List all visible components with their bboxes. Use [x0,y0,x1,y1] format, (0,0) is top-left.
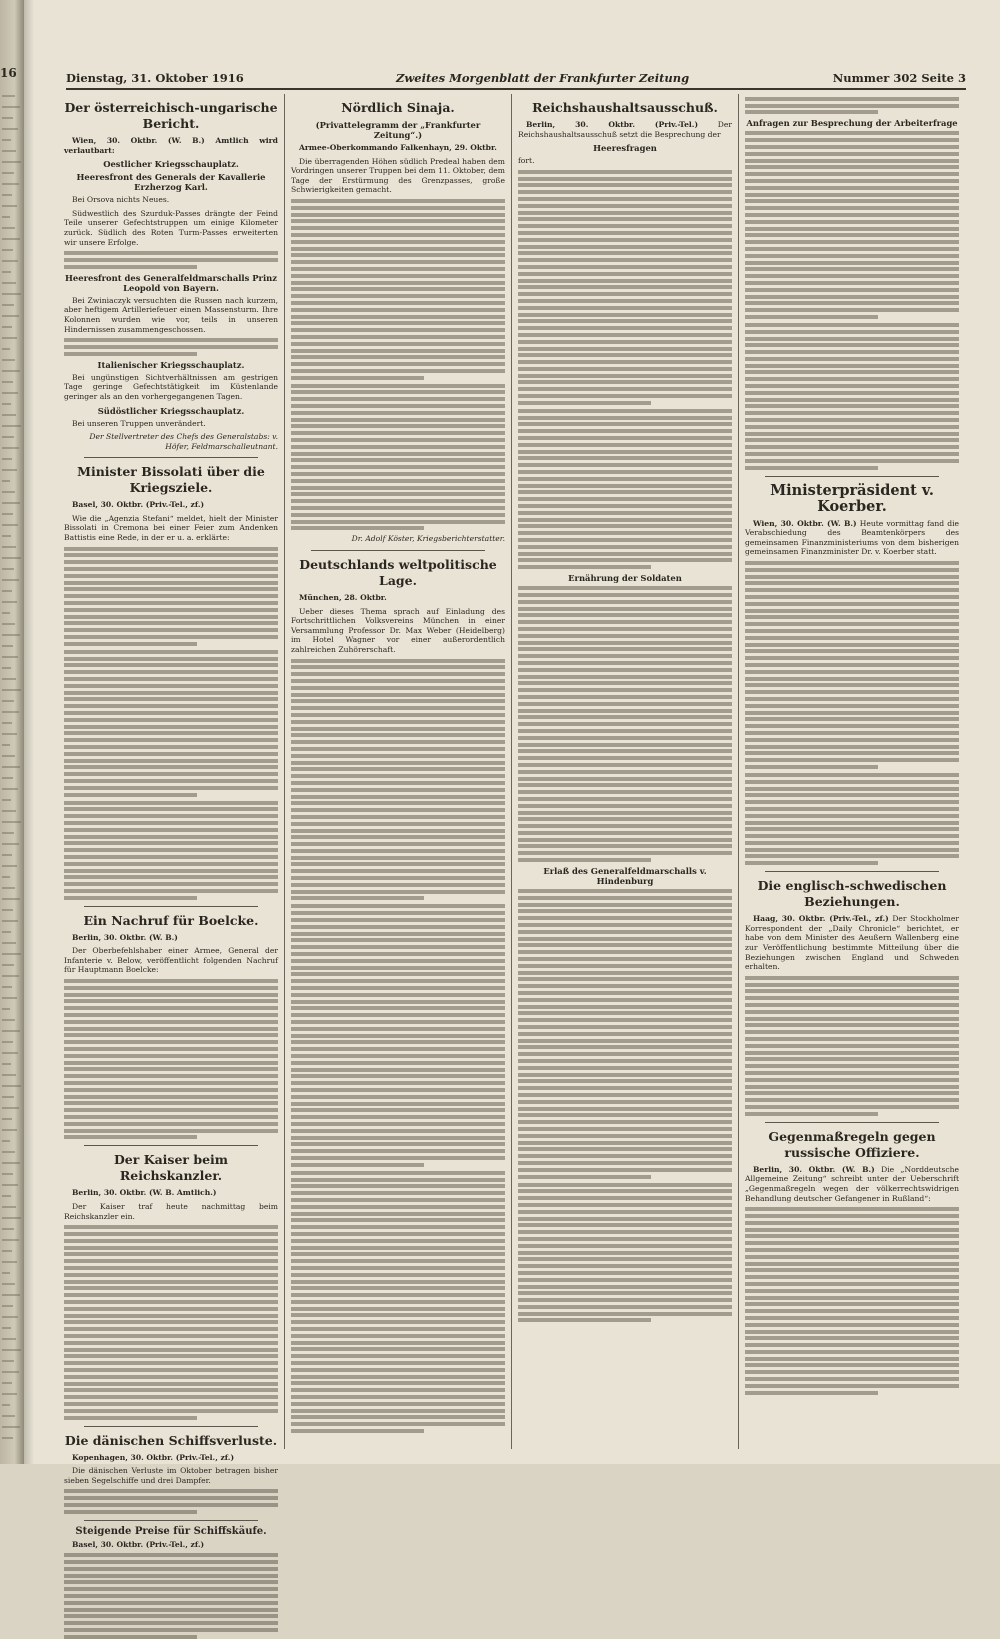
header-date: Dienstag, 31. Oktober 1916 [66,71,244,85]
facing-page-text-line [2,535,11,537]
article-title: Der österreichisch-ungarische Bericht. [64,100,278,131]
facing-page-text-line [2,469,17,471]
facing-page-text-line [2,337,17,339]
facing-page-text-line [2,1129,17,1131]
facing-page-text-line [2,1415,15,1417]
text-block [518,586,732,862]
section-subhead: Südöstlicher Kriegsschauplatz. [97,405,245,416]
column-2 [291,94,505,1449]
column-rule [511,94,512,1449]
facing-page-text-line [2,238,20,240]
dateline: Basel, 30. Oktbr. (Priv.-Tel., zf.) [72,500,205,510]
facing-page-text-line [2,1272,10,1274]
text-block [64,801,278,900]
paragraph: Die „Norddeutsche Allgemeine Zeitung“ schreibt unter der Ueberschrift „Gegenmaßregeln wegen der völkerrechtswidrigen Behandlung deutscher Gefangener in Rußland“: [745,1164,959,1203]
article-subtitle: (Privattelegramm der „Frankfurter Zeitung“.) [315,120,481,140]
facing-page-text-line [2,1107,19,1109]
facing-page-text-line [2,392,18,394]
facing-page-text-line [2,403,11,405]
facing-page-text-line [2,645,13,647]
article-title: Minister Bissolati über die Kriegsziele. [77,464,265,496]
paragraph: Ueber dieses Thema sprach auf Einladung des Fortschrittlichen Volksvereins München in einer Versammlung Professor Dr. Max Weber (Heidelberg) im Hotel Wagner vor einer außerordentlich zahlreichen Zuhörerschaft. [291,606,505,654]
facing-page-text-line [2,1195,11,1197]
text-block [64,251,278,269]
facing-page-text-line [2,1426,20,1428]
section-subhead: Oestlicher Kriegsschauplatz. [103,159,239,170]
article-title: Ministerpräsident v. Koerber. [770,481,934,515]
facing-page-text-line [2,1063,11,1065]
facing-page-text-line [2,612,10,614]
facing-page-text-line [2,436,14,438]
facing-page-text-line [2,953,21,955]
facing-page-text-line [2,1261,17,1263]
facing-page-text-line [2,1074,16,1076]
dateline: Wien, 30. Oktbr. (W. B.) [753,518,857,528]
paragraph: Wie die „Agenzia Stefani“ meldet, hielt der Minister Bissolati in Cremona bei einer Feier zum Andenken Battistis eine Rede, in der er u. a. erklärte: [64,513,278,543]
facing-page-text-line [2,458,12,460]
facing-page-text-line [2,700,14,702]
section-subhead: Italienischer Kriegsschauplatz. [97,359,245,370]
facing-page-text-line [2,821,21,823]
facing-page-text-line [2,414,16,416]
facing-page-text-line [2,1140,10,1142]
facing-page-text-line [2,843,19,845]
dateline: Berlin, 30. Oktbr. (W. B. Amtlich.) [72,1188,217,1198]
facing-page-text-line [2,249,13,251]
facing-page-text-line [2,744,10,746]
header-title: Zweites Morgenblatt der Frankfurter Zeitung [396,71,690,85]
facing-page-text-line [2,1305,13,1307]
facing-page-text-line [2,447,19,449]
facing-page-text-line [2,491,15,493]
text-block [64,979,278,1139]
facing-page-text-line [2,832,14,834]
facing-page-text-line [2,1019,15,1021]
text-block [745,323,959,470]
column-rule [284,94,285,1449]
facing-page-text-line [2,623,15,625]
facing-page-edge [0,0,24,1464]
paragraph: fort. [518,156,535,166]
facing-page-text-line [2,1294,20,1296]
facing-page-text-line [2,678,16,680]
facing-page-text-line [2,227,15,229]
facing-page-text-line [2,656,18,658]
facing-page-text-line [2,1162,20,1164]
facing-page-text-line [2,150,16,152]
text-block [64,338,278,356]
divider [765,1122,939,1123]
paragraph: Bei Orsova nichts Neues. [72,195,170,205]
text-block [745,131,959,319]
divider [84,1145,258,1146]
facing-page-text-line [2,799,11,801]
facing-page-text-line [2,1437,13,1439]
facing-page-text-line [2,755,15,757]
facing-page-text-line [2,271,11,273]
text-block [518,409,732,569]
article-title: Steigende Preise für Schiffskäufe. [75,1525,267,1537]
text-block [745,773,959,865]
column-rule [738,94,739,1449]
facing-page-text-line [2,722,12,724]
facing-page-text-line [2,1206,16,1208]
facing-page-text-line [2,810,16,812]
article-title: Nördlich Sinaja. [341,100,455,115]
text-block [291,659,505,901]
paragraph: Die dänischen Verluste im Oktober betragen bisher sieben Segelschiffe und drei Dampfer. [64,1466,278,1485]
facing-page-text-line [2,942,16,944]
header-issue: Nummer 302 Seite 3 [832,71,966,85]
text-block [291,199,505,380]
facing-page-text-line [2,95,15,97]
paragraph: Bei ungünstigen Sichtverhältnissen am gestrigen Tage geringe Gefechtstätigkeit im Küstenlande geringer als an den vorhergegangenen Tagen. [64,372,278,401]
facing-page-text-line [2,766,20,768]
divider [84,1426,258,1427]
facing-page-text-line [2,788,18,790]
facing-page-text-line [2,634,20,636]
section-subhead: Anfragen zur Besprechung der Arbeiterfrage [746,118,958,129]
facing-page-text-line [2,1316,18,1318]
divider [765,476,939,477]
text-block [291,384,505,531]
signature: Der Stellvertreter des Chefs des Generalstabs: v. Höfer, Feldmarschalleutnant. [89,432,278,451]
facing-page-text-line [2,1151,15,1153]
facing-page-text-line [2,1096,14,1098]
section-subhead: Heeresfront des Generals der Kavallerie Erzherzog Karl. [76,172,266,193]
paragraph: Die überragenden Höhen südlich Predeal haben dem Vordringen unserer Truppen bei dem 11. Oktober, dem Tage der Erstürmung des Grenzpasses, große Schwierigkeiten gemacht. [291,156,505,195]
facing-page-text-line [2,1338,16,1340]
facing-page-text-line [2,172,14,174]
divider [84,1520,258,1521]
facing-page-text-line [2,546,16,548]
paragraph: Der Oberbefehlshaber einer Armee, General der Infanterie v. Below, veröffentlicht folgenden Nachruf für Hauptmann Boelcke: [64,946,278,975]
text-block [745,976,959,1116]
dateline: Berlin, 30. Oktbr. (W. B.) [753,1164,875,1174]
facing-page-text-line [2,997,17,999]
facing-page-text-line [2,1404,10,1406]
facing-page-text-line [2,865,17,867]
text-block [518,170,732,405]
facing-page-text-line [2,986,12,988]
facing-page-text-line [2,304,14,306]
text-block [64,1225,278,1419]
facing-page-text-line [2,601,17,603]
facing-page-text-line [2,568,14,570]
paragraph: Bei unseren Truppen unverändert. [72,418,206,428]
facing-page-text-line [2,667,11,669]
newspaper-page [24,0,1000,1549]
dateline: Berlin, 30. Oktbr. (W. B.) [72,932,178,942]
article-title: Die dänischen Schiffsverluste. [64,1432,278,1448]
facing-page-text-line [2,194,12,196]
dateline: Kopenhagen, 30. Oktbr. (Priv.-Tel., zf.) [72,1452,235,1462]
facing-page-text-line [2,524,18,526]
facing-page-text-line [2,359,15,361]
facing-page-text-line [2,1052,18,1054]
facing-page-text-line [2,513,13,515]
divider [84,457,258,458]
facing-page-text-line [2,381,13,383]
paragraph: Der Stockholmer Korrespondent der „Daily Chronicle“ berichtet, er habe von dem Minister des Aeußern Wallenberg eine zur Veröffentlichung bestimmte Mitteilung über die Beziehungen zwischen England und Schweden erhalten. [745,914,959,972]
facing-page-text-line [2,205,17,207]
facing-page-text-line [2,1173,13,1175]
facing-page-text-line [2,1250,12,1252]
facing-page-text-line [2,876,10,878]
facing-page-text-line [2,1228,14,1230]
facing-page-text-line [2,260,18,262]
text-block [745,561,959,769]
facing-page-text-line [2,348,10,350]
facing-page-text-line [2,733,17,735]
dateline: München, 28. Oktbr. [299,593,387,603]
facing-page-text-line [2,480,10,482]
facing-page-text-line [2,1393,17,1395]
facing-page-text-line [2,1360,14,1362]
dateline: Wien, 30. Oktbr. (W. B.) Amtlich wird verlautbart: [64,136,278,155]
paragraph: Südwestlich des Szurduk-Passes drängte der Feind Teile unserer Gefechtstruppen um einige Kilometer zurück. Südlich des Roten Turm-Passes erweiterten wir unsere Erfolge. [64,208,278,247]
text-block [291,1171,505,1433]
text-block [518,889,732,1178]
text-block [64,650,278,797]
dateline: Berlin, 30. Oktbr. (Priv.-Tel.) [526,120,699,129]
facing-page-text-line [2,293,21,295]
section-subhead: Erlaß des Generalfeldmarschalls v. Hindenburg [543,866,707,887]
facing-page-text-line [2,909,13,911]
column-4 [745,94,959,1449]
text-block [291,904,505,1166]
facing-page-text-line [2,128,18,130]
facing-page-text-line [2,1041,13,1043]
facing-page-text-line [2,326,12,328]
facing-page-text-line [2,1371,19,1373]
facing-page-text-line [2,1030,20,1032]
facing-page-text-line [2,370,20,372]
facing-page-text-line [2,854,12,856]
facing-page-text-line [2,1217,21,1219]
facing-page-text-line [2,139,11,141]
column-1 [64,94,278,1549]
paragraph: Der Kaiser traf heute nachmittag beim Reichskanzler ein. [64,1202,278,1221]
text-block [64,1489,278,1513]
dateline: Haag, 30. Oktbr. (Priv.-Tel., zf.) [753,914,889,924]
facing-page-text-line [2,1382,12,1384]
facing-page-text-line [2,502,20,504]
facing-page-text-line [2,1239,19,1241]
page-header [66,68,966,90]
facing-page-text-line [2,1085,21,1087]
article-title: Die englisch-schwedischen Beziehungen. [757,878,947,910]
facing-page-text-line [2,1327,11,1329]
facing-page-text-line [2,425,21,427]
divider [84,906,258,907]
section-subhead: Heeresfragen [593,143,657,154]
article-title: Ein Nachruf für Boelcke. [83,912,259,928]
facing-page-text-line [2,711,19,713]
text-block [64,1553,278,1639]
dateline: Armee-Oberkommando Falkenhayn, 29. Oktbr. [299,143,497,152]
section-subhead: Ernährung der Soldaten [568,573,682,584]
article-title: Deutschlands weltpolitische Lage. [299,557,497,589]
facing-page-text-line [2,920,18,922]
facing-page-text-line [2,590,12,592]
facing-page-text-line [2,579,19,581]
facing-page-text-line [2,106,20,108]
facing-page-number: 16 [0,66,17,80]
facing-page-text-line [2,1008,10,1010]
text-block [745,1207,959,1395]
facing-page-text-line [2,931,11,933]
facing-page-text-line [2,975,19,977]
facing-page-text-line [2,964,14,966]
facing-page-text-line [2,557,21,559]
facing-page-text-line [2,1283,15,1285]
facing-page-text-line [2,216,10,218]
column-3 [518,94,732,1449]
article-title: Gegenmaßregeln gegen russische Offiziere. [768,1128,936,1160]
facing-page-text-line [2,898,20,900]
paragraph: Heute vormittag fand die Verabschiedung des Beamtenkörpers des gemeinsamen Finanzministeriums von dem bisherigen gemeinsamen Finanzminister Dr. v. Koerber statt. [745,518,960,557]
text-block [518,1183,732,1323]
article-title: Reichshaushaltsausschuß. [532,100,718,115]
facing-page-text-line [2,777,13,779]
article-title: Der Kaiser beim Reichskanzler. [113,1152,229,1184]
dateline: Basel, 30. Oktbr. (Priv.-Tel., zf.) [72,1539,205,1549]
text-block [64,547,278,646]
facing-page-text-line [2,1118,12,1120]
facing-page-text-line [2,315,19,317]
facing-page-text-line [2,1184,18,1186]
section-subhead: Heeresfront des Generalfeldmarschalls Prinz Leopold von Bayern. [65,272,277,293]
facing-page-text-line [2,1349,21,1351]
facing-page-text-line [2,282,16,284]
signature: Dr. Adolf Köster, Kriegsberichterstatter. [351,534,505,544]
facing-page-text-line [2,183,19,185]
divider [765,871,939,872]
facing-page-text-line [2,161,21,163]
divider [311,550,485,551]
paragraph: Bei Zwiniaczyk versuchten die Russen nach kurzem, aber heftigem Artilleriefeuer einen Massensturm. Ihre Kolonnen wurden wie vor, teils in unseren Hindernissen zusammengeschossen. [64,295,278,334]
paragraph: Der Reichshaushaltsausschuß setzt die Besprechung der [518,120,732,139]
facing-page-text-line [2,689,21,691]
facing-page-text-line [2,117,13,119]
text-block [745,97,959,115]
facing-page-text-line [2,887,15,889]
